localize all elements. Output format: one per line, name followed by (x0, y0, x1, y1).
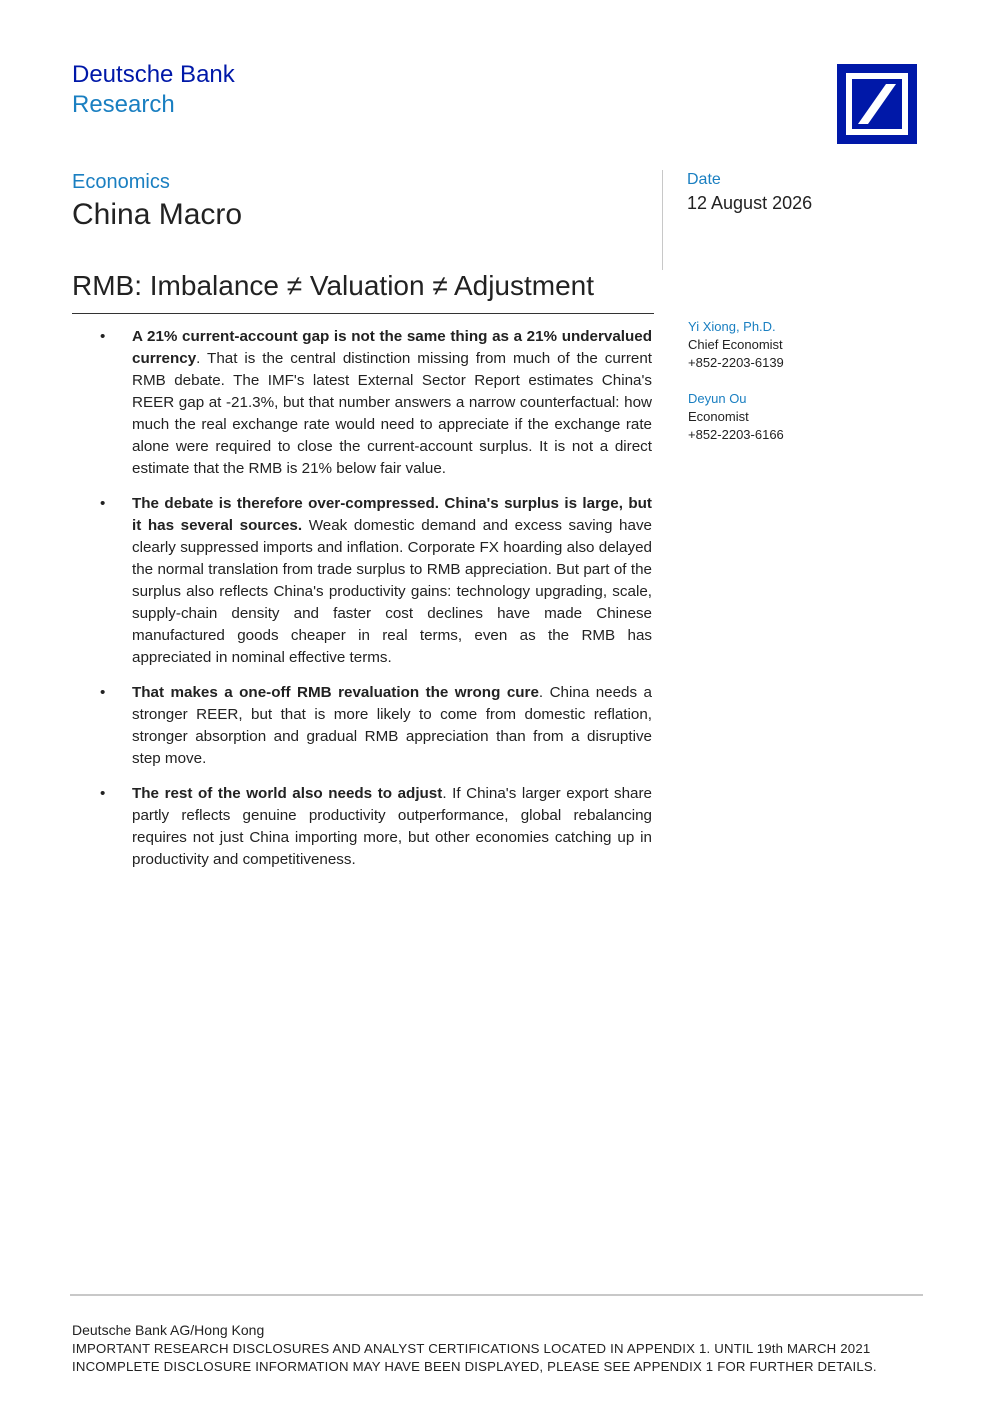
brand-block (72, 60, 235, 120)
bullet-lead-text: The rest of the world also needs to adjust (132, 785, 443, 802)
series-title: China Macro (72, 198, 243, 231)
section-label: Economics (72, 171, 170, 193)
bullet-lead-text: That makes a one-off RMB revaluation the wrong cure (132, 684, 539, 701)
footer-divider (70, 1294, 923, 1296)
page-title: RMB: Imbalance ≠ Valuation ≠ Adjustment (72, 270, 595, 301)
disclosure-line: INCOMPLETE DISCLOSURE INFORMATION MAY HAVE BEEN DISPLAYED, PLEASE SEE APPENDIX 1 FOR FURTHER DETAILS. (72, 1359, 877, 1374)
bullet-body-text: . China needs a stronger REER, but that is more likely to come from domestic reflation, stronger absorption and gradual RMB appreciation than from a disruptive step move. (132, 684, 652, 767)
disclosure-line: IMPORTANT RESEARCH DISCLOSURES AND ANALYST CERTIFICATIONS LOCATED IN APPENDIX 1. UNTIL 19th MARCH 2021 (72, 1341, 871, 1356)
bullet-item (100, 326, 652, 480)
bullet-item (100, 682, 652, 770)
bullet-point-icon: • (100, 684, 106, 701)
bullet-item (100, 493, 652, 669)
title-divider (72, 313, 654, 314)
author-title: Chief Economist (688, 337, 783, 352)
brand-name: Deutsche Bank (72, 61, 235, 88)
brand-subtitle: Research (72, 91, 175, 118)
bullet-lead-text: A 21% current-account gap is not the same thing as a 21% undervalued currency (132, 328, 652, 367)
bullet-lead-text: The debate is therefore over-compressed. China's surplus is large, but it has several sources. (132, 495, 652, 534)
deutsche-bank-logo-icon (837, 64, 917, 144)
bullet-point-icon: • (100, 785, 106, 802)
bullet-point-icon: • (100, 328, 106, 345)
date-label: Date (687, 171, 721, 188)
author-name[interactable]: Deyun Ou (688, 391, 747, 406)
footer (72, 1320, 877, 1376)
bullet-body-text: . That is the central distinction missing from much of the current RMB debate. The IMF's latest External Sector Report estimates China's REER gap at -21.3%, but that number answers a narrow counterfactual: how much the real exchange rate would need to appreciate if the exchange rate alone were required to close the current-account surplus. It is not a direct estimate that the RMB is 21% below fair value. (132, 350, 652, 477)
author-phone: +852-2203-6166 (688, 427, 784, 442)
author-list (688, 318, 784, 444)
author-phone: +852-2203-6139 (688, 355, 784, 370)
author-name[interactable]: Yi Xiong, Ph.D. (688, 319, 776, 334)
author-title: Economist (688, 409, 749, 424)
date-value: 12 August 2026 (687, 193, 813, 213)
footer-entity: Deutsche Bank AG/Hong Kong (72, 1322, 265, 1338)
bullet-point-icon: • (100, 495, 106, 512)
summary-bullets (100, 326, 652, 884)
bullet-body-text: Weak domestic demand and excess saving have clearly suppressed imports and inflation. Corporate FX hoarding also delayed the normal translation from trade surplus to RMB appreciation. But part of the surplus also reflects China's productivity gains: technology upgrading, scale, supply-chain density and faster cost declines have made Chinese manufactured goods cheaper in real terms, even as the RMB has appreciated in nominal effective terms. (132, 517, 652, 666)
bullet-body-text: . If China's larger export share partly reflects genuine productivity outperformance, global rebalancing requires not just China importing more, but other economies catching up in productivity and competitiveness. (132, 785, 653, 868)
bullet-item (100, 783, 652, 871)
vertical-divider (662, 170, 663, 270)
